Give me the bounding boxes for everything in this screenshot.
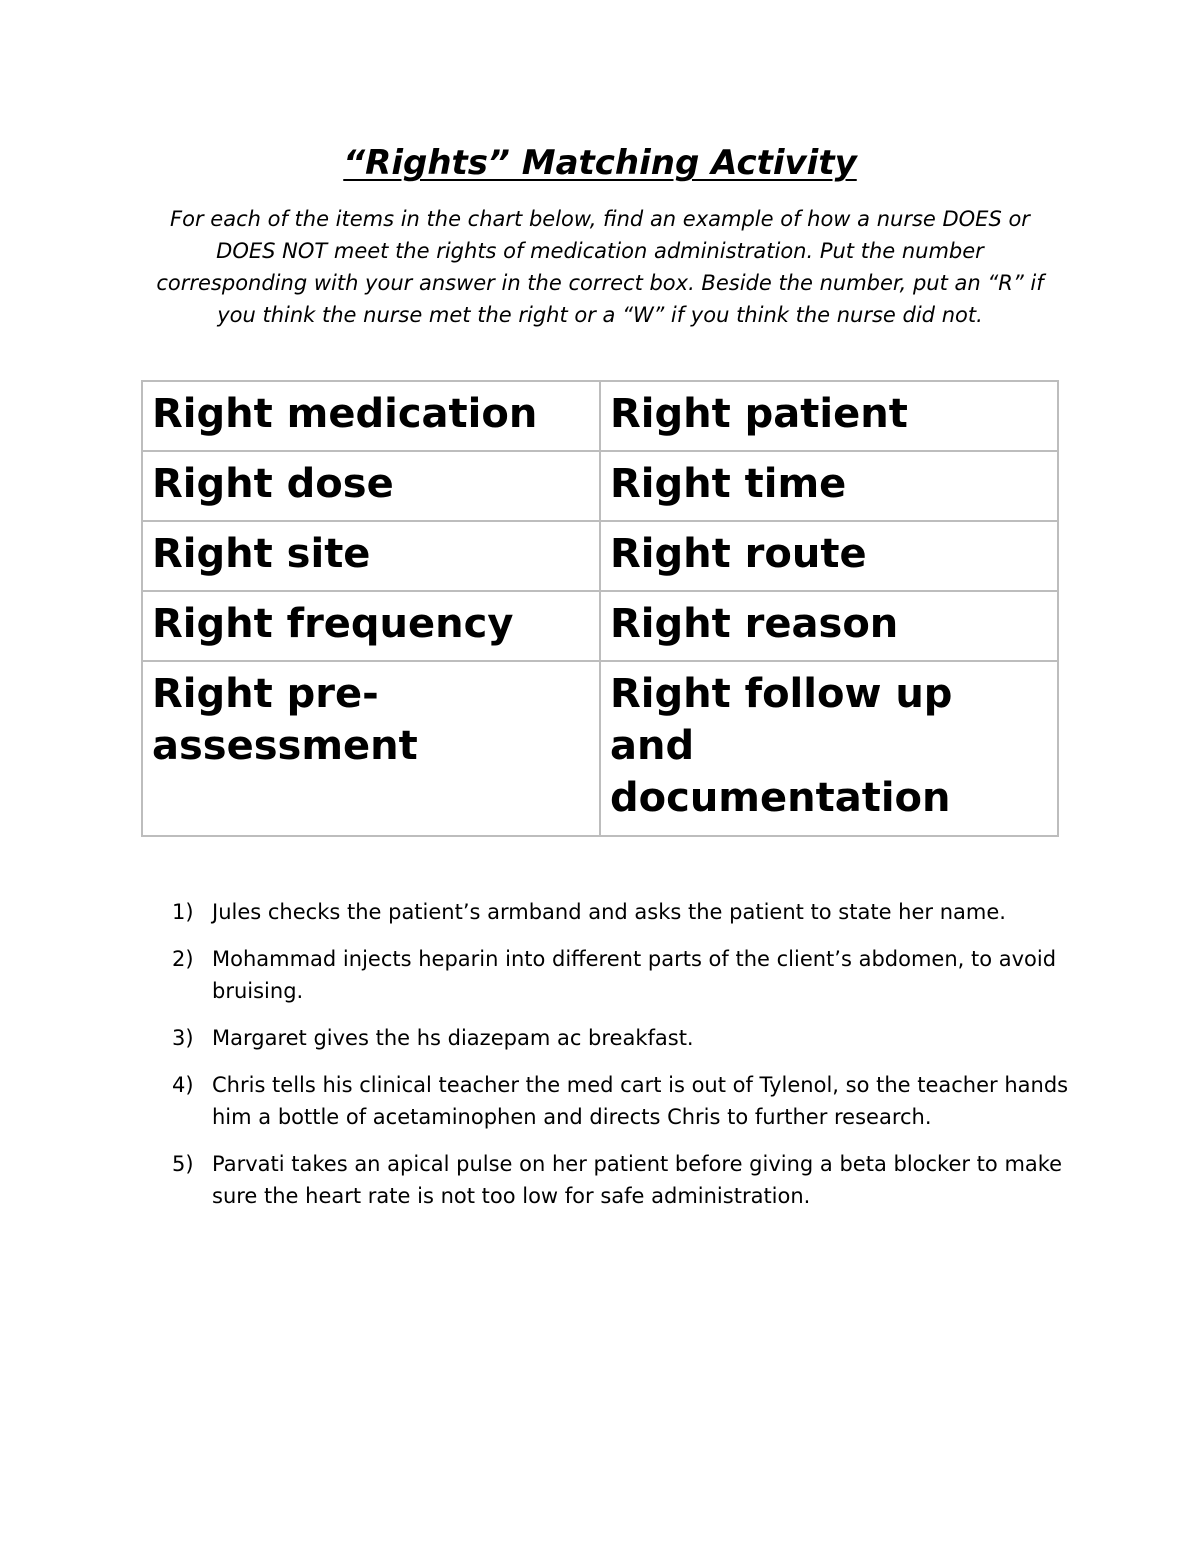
scenario-number: 1) [172,900,194,924]
table-row [142,521,1058,591]
scenario-number: 3) [172,1026,194,1050]
list-item [172,1069,1072,1133]
table-cell-right-patient: Right patient [600,381,1058,451]
list-item [172,1148,1072,1212]
scenario-number: 5) [172,1152,194,1176]
list-item [172,896,1072,928]
table-cell-right-route: Right route [600,521,1058,591]
table-row [142,591,1058,661]
table-row [142,451,1058,521]
scenario-text: Margaret gives the hs diazepam ac breakfast. [212,1026,694,1050]
table-row [142,661,1058,836]
list-item [172,943,1072,1007]
table-cell-right-site: Right site [142,521,600,591]
scenario-number: 4) [172,1073,194,1097]
scenario-number: 2) [172,947,194,971]
scenario-text: Mohammad injects heparin into different parts of the client’s abdomen, to avoid bruising. [212,947,1057,1003]
scenario-text: Jules checks the patient’s armband and asks the patient to state her name. [212,900,1006,924]
instructions-paragraph: For each of the items in the chart below, find an example of how a nurse DOES or DOES NOT meet the rights of medication administration. Put the number corresponding with your answer in the correct box. Beside the number, put an “R” if you think the nurse met the right or a “W” if you think the nurse did not. [156,207,1044,327]
table-cell-right-reason: Right reason [600,591,1058,661]
table-cell-right-time: Right time [600,451,1058,521]
page-title: “Rights” Matching Activity [343,143,857,183]
table-cell-right-follow-up: Right follow up and documentation [600,661,1058,836]
table-row [142,381,1058,451]
scenario-list [172,896,1072,1227]
table-cell-right-medication: Right medication [142,381,600,451]
list-item [172,1022,1072,1054]
rights-table [141,380,1059,837]
table-cell-right-dose: Right dose [142,451,600,521]
scenario-text: Chris tells his clinical teacher the med cart is out of Tylenol, so the teacher hands him a bottle of acetaminophen and directs Chris to further research. [212,1073,1069,1129]
table-cell-right-pre-assessment: Right pre-assessment [142,661,600,836]
table-cell-right-frequency: Right frequency [142,591,600,661]
scenario-text: Parvati takes an apical pulse on her patient before giving a beta blocker to make sure the heart rate is not too low for safe administration. [212,1152,1063,1208]
